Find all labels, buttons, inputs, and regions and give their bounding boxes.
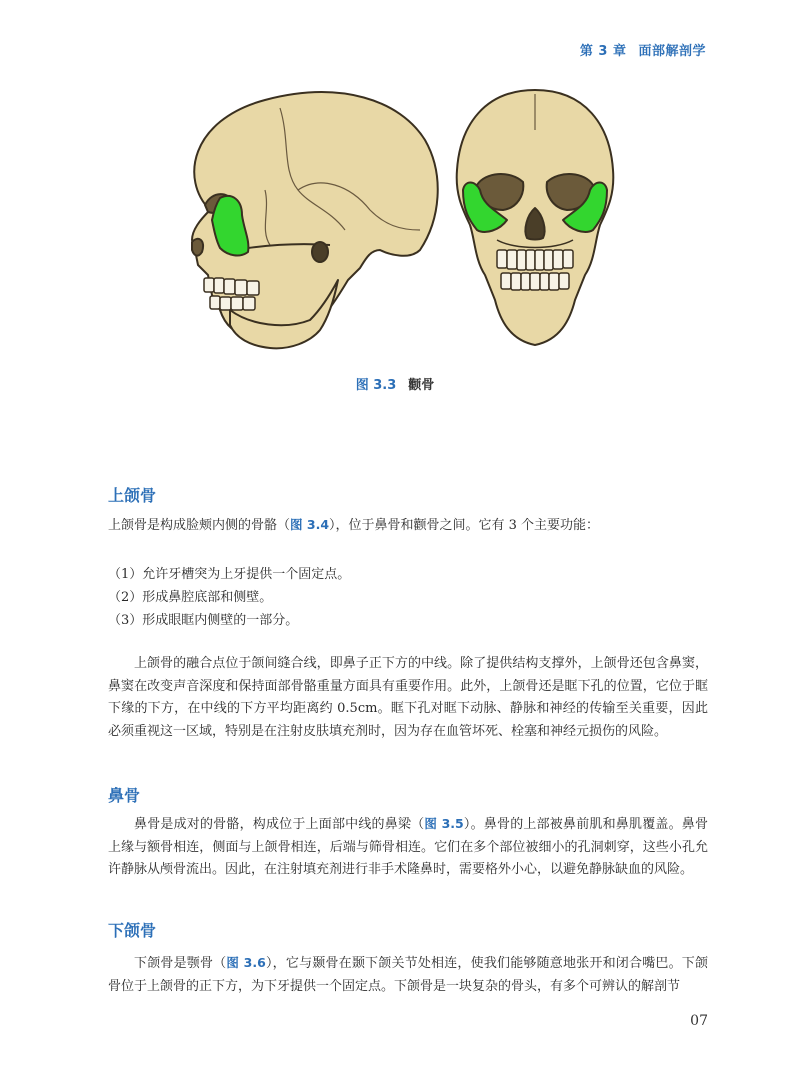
figure-number: 图 3.3 [355, 378, 397, 393]
chapter-title: 面部解剖学 [638, 44, 706, 59]
section-heading-nasal: 鼻骨 [108, 786, 141, 805]
maxilla-function-item: （1）允许牙槽突为上牙提供一个固定点。 [108, 567, 351, 582]
figure-caption [0, 374, 790, 393]
section-heading-mandible: 下颌骨 [108, 921, 157, 940]
maxilla-intro-before: 上颌骨是构成脸颊内侧的骨骼（ [108, 518, 291, 533]
maxilla-intro-after: ），位于鼻骨和颧骨之间。它有 3 个主要功能： [329, 518, 600, 533]
figure-ref-3-5[interactable]: 图 3.5 [424, 816, 464, 831]
chapter-number: 第 3 章 [579, 44, 627, 59]
section-heading-maxilla: 上颌骨 [108, 486, 157, 505]
nasal-body-paragraph [108, 813, 708, 882]
mandible-body-paragraph [108, 952, 708, 998]
nasal-body-after: ）。鼻骨的上部被鼻前肌和鼻肌覆盖。鼻骨上缘与额骨相连，侧面与上颌骨相连，后端与筛骨相连。它们在多个部位被细小的孔洞刺穿，这些小孔允许静脉从颅骨流出。因此，在注射填充剂进行非手术隆鼻时，需要格外小心，以避免静脉缺血的风险。 [108, 817, 708, 877]
mandible-body-before: 下颌骨是颚骨（ [134, 956, 227, 971]
maxilla-function-item: （2）形成鼻腔底部和侧壁。 [108, 590, 273, 605]
zygomatic-bone-figure [170, 80, 640, 370]
page-number: 07 [690, 1013, 708, 1029]
mandible-body-after: ），它与颞骨在颞下颌关节处相连，使我们能够随意地张开和闭合嘴巴。下颌骨位于上颌骨的正下方，为下牙提供一个固定点。下颌骨是一块复杂的骨头，有多个可辨认的解剖节 [108, 956, 708, 994]
figure-caption-text: 颧骨 [408, 378, 435, 393]
figure-ref-3-6[interactable]: 图 3.6 [226, 955, 266, 970]
frontal-skull-illustration [457, 90, 614, 345]
maxilla-intro-paragraph [108, 514, 708, 538]
nasal-body-before: 鼻骨是成对的骨骼，构成位于上面部中线的鼻梁（ [134, 817, 425, 832]
figure-ref-3-4[interactable]: 图 3.4 [290, 517, 330, 532]
maxilla-body-paragraph: 上颌骨的融合点位于颌间缝合线，即鼻子正下方的中线。除了提供结构支撑外，上颌骨还包含鼻窦，鼻窦在改变声音深度和保持面部骨骼重量方面具有重要作用。此外，上颌骨还是眶下孔的位置，它位于眶下缘的下方，在中线的下方平均距离约 0.5cm。眶下孔对眶下动脉、静脉和神经的传输至关重要，因此必须重视这一区域，特别是在注射皮肤填充剂时，因为存在血管坏死、栓塞和神经元损伤的风险。 [108, 656, 708, 739]
running-head [580, 40, 706, 59]
maxilla-function-item: （3）形成眼眶内侧壁的一部分。 [108, 613, 299, 628]
lateral-skull-illustration [192, 92, 438, 348]
